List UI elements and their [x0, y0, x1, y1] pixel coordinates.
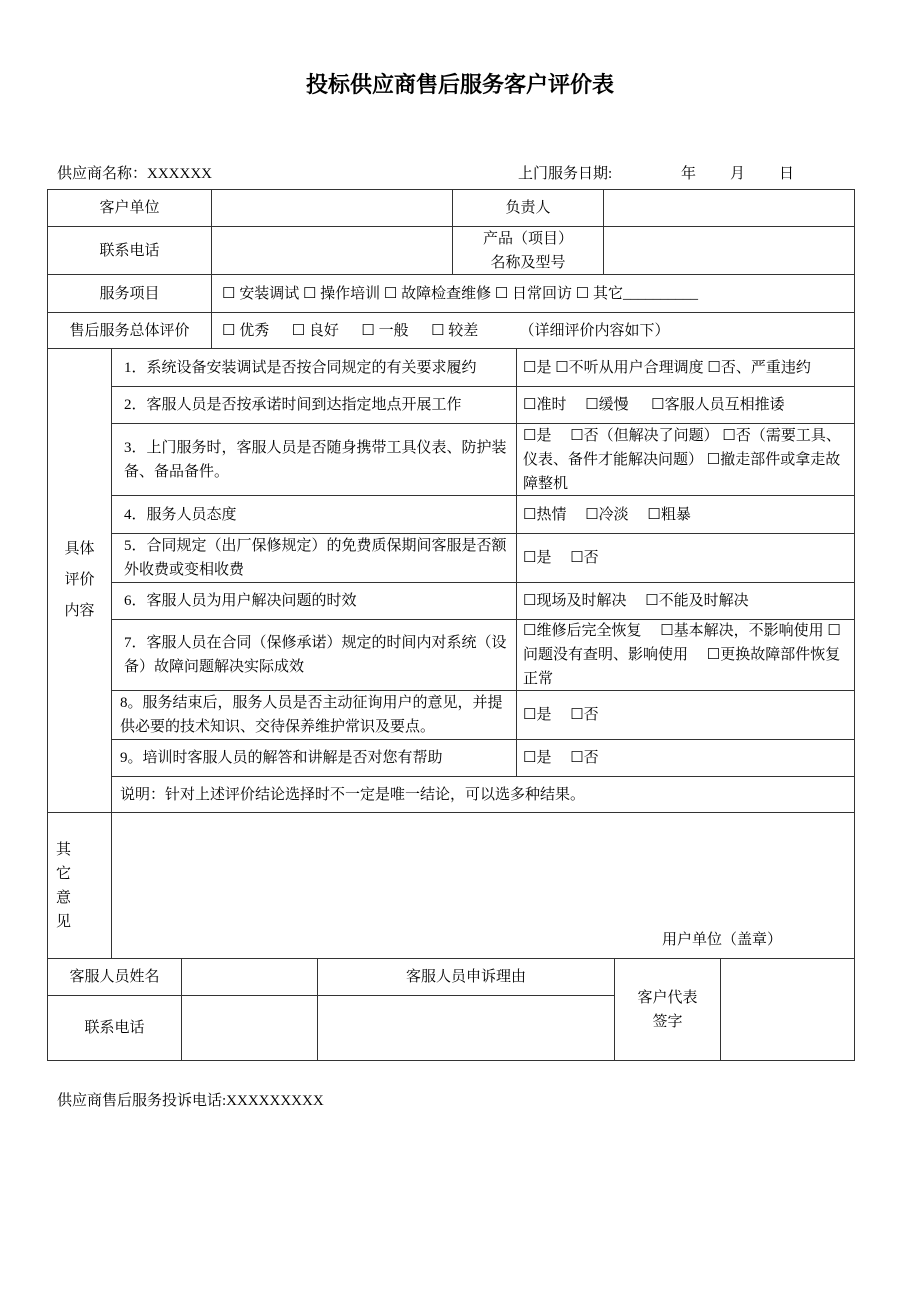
page-title: 投标供应商售后服务客户评价表	[305, 72, 614, 97]
staff-name-field[interactable]	[181, 958, 318, 996]
staff-name-label: 客服人员姓名	[47, 958, 182, 996]
overall-evaluation-options[interactable]: ☐ 优秀 ☐ 良好 ☐ 一般 ☐ 较差 （详细评价内容如下）	[211, 312, 855, 349]
staff-phone-label: 联系电话	[47, 995, 182, 1061]
stamp-label: 用户单位（盖章）	[661, 932, 782, 948]
details-label-line: 内容	[64, 603, 95, 619]
person-in-charge-label: 负责人	[452, 189, 604, 227]
complaint-phone: 供应商售后服务投诉电话:XXXXXXXXX	[57, 1093, 324, 1109]
service-items-options[interactable]: ☐ 安装调试 ☐ 操作培训 ☐ 故障检查维修 ☐ 日常回访 ☐ 其它__________	[211, 274, 855, 313]
detail-answer-options[interactable]: ☐准时 ☐缓慢 ☐客服人员互相推诿	[516, 386, 855, 424]
details-note: 说明：针对上述评价结论选择时不一定是唯一结论，可以选多种结果。	[111, 776, 855, 813]
product-label	[452, 226, 604, 275]
date-month: 月	[730, 166, 746, 182]
other-opinions-label	[47, 812, 112, 959]
detail-question: 7．客服人员在合同（保修承诺）规定的时间内对系统（设备）故障问题解决实际成效	[111, 619, 517, 691]
details-label-line: 评价	[64, 572, 95, 588]
product-field[interactable]	[603, 226, 855, 275]
detail-question: 4．服务人员态度	[111, 495, 517, 534]
supplier-name: 供应商名称：XXXXXX	[57, 166, 212, 182]
product-label-line2: 名称及型号	[490, 254, 566, 271]
detail-question: 5．合同规定（出厂保修规定）的免费质保期间客服是否额外收费或变相收费	[111, 533, 517, 583]
date-year: 年	[681, 166, 697, 182]
detail-answer-options[interactable]: ☐是 ☐否	[516, 739, 855, 777]
detail-answer-options[interactable]: ☐是 ☐否（但解决了问题） ☐否（需要工具、仪表、备件才能解决问题） ☐撤走部件或拿走故障整机	[516, 423, 855, 496]
detail-question: 9。培训时客服人员的解答和讲解是否对您有帮助	[111, 739, 517, 777]
phone-field[interactable]	[211, 226, 453, 275]
other-label-line: 它	[56, 865, 72, 882]
detail-answer-options[interactable]: ☐是 ☐不听从用户合理调度 ☐否、严重违约	[516, 348, 855, 387]
detail-question: 3．上门服务时，客服人员是否随身携带工具仪表、防护装备、备品备件。	[111, 423, 517, 496]
customer-rep-label: 客户代表签字	[614, 958, 721, 1061]
detail-question: 1．系统设备安装调试是否按合同规定的有关要求履约	[111, 348, 517, 387]
other-opinions-field[interactable]	[111, 812, 855, 959]
service-date-label: 上门服务日期:	[518, 166, 613, 182]
detail-question: 2．客服人员是否按承诺时间到达指定地点开展工作	[111, 386, 517, 424]
appeal-reason-label: 客服人员申诉理由	[317, 958, 615, 996]
date-day: 日	[779, 166, 795, 182]
other-label-line: 见	[56, 913, 72, 930]
detail-question: 8。服务结束后，服务人员是否主动征询用户的意见，并提供必要的技术知识、交待保养维护常识及要点。	[111, 690, 517, 740]
details-label-line: 具体	[64, 541, 95, 557]
appeal-reason-field[interactable]	[317, 995, 615, 1061]
service-items-label: 服务项目	[47, 274, 212, 313]
staff-phone-field[interactable]	[181, 995, 318, 1061]
detail-answer-options[interactable]: ☐是 ☐否	[516, 690, 855, 740]
other-label-line: 意	[56, 889, 72, 906]
person-in-charge-field[interactable]	[603, 189, 855, 227]
product-label-line1: 产品（项目）	[482, 230, 573, 247]
detail-answer-options[interactable]: ☐热情 ☐冷淡 ☐粗暴	[516, 495, 855, 534]
detail-answer-options[interactable]: ☐维修后完全恢复 ☐基本解决，不影响使用 ☐问题没有查明、影响使用 ☐更换故障部件恢复正常	[516, 619, 855, 691]
customer-unit-label: 客户单位	[47, 189, 212, 227]
detail-answer-options[interactable]: ☐现场及时解决 ☐不能及时解决	[516, 582, 855, 620]
customer-rep-signature-field[interactable]	[720, 958, 855, 1061]
detail-question: 6．客服人员为用户解决问题的时效	[111, 582, 517, 620]
phone-label: 联系电话	[47, 226, 212, 275]
details-label	[47, 348, 112, 813]
detail-answer-options[interactable]: ☐是 ☐否	[516, 533, 855, 583]
customer-unit-field[interactable]	[211, 189, 453, 227]
overall-evaluation-label: 售后服务总体评价	[47, 312, 212, 349]
other-label-line: 其	[56, 841, 72, 858]
